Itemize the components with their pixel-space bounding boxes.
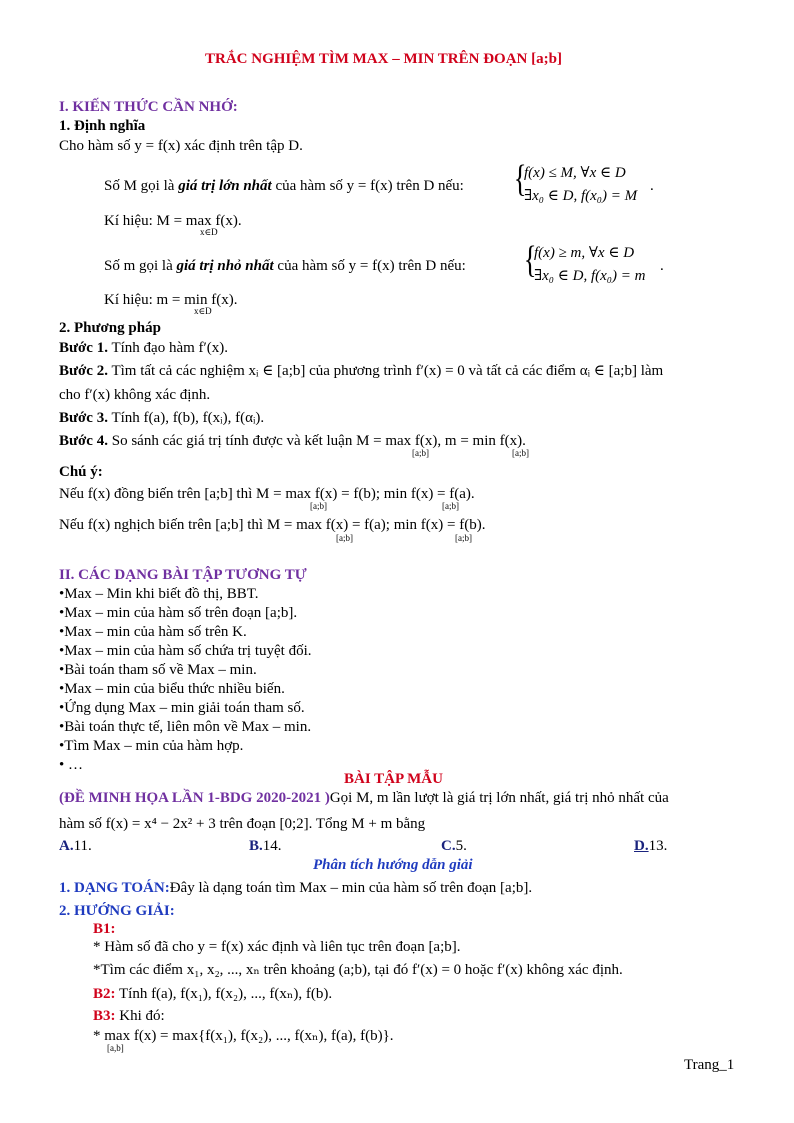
note-2-sub-2: [a;b] bbox=[455, 533, 472, 543]
step-3-label: Bước 3. bbox=[59, 410, 108, 426]
max-definition bbox=[104, 177, 464, 195]
max-condition-1: f(x) ≤ M, ∀x ∈ D bbox=[524, 165, 626, 181]
page-number: Trang_1 bbox=[684, 1057, 735, 1073]
list-item: •Ứng dụng Max – min giải toán tham số. bbox=[59, 700, 305, 716]
min-brace: { bbox=[523, 239, 537, 281]
option-c[interactable] bbox=[441, 838, 467, 855]
step-3 bbox=[59, 409, 264, 427]
method-heading: 2. Phương pháp bbox=[59, 320, 161, 336]
step-4-text: So sánh các giá trị tính được và kết luận M = max f(x), m = min f(x). bbox=[111, 433, 526, 449]
step-1-label: Bước 1. bbox=[59, 340, 108, 356]
definition-heading: 1. Định nghĩa bbox=[59, 118, 146, 134]
option-a-label: A. bbox=[59, 838, 74, 854]
b3-formula-sub: [a,b] bbox=[107, 1043, 124, 1053]
b3-line bbox=[93, 1007, 165, 1025]
note-2: Nếu f(x) nghịch biến trên [a;b] thì M = max f(x) = f(a); min f(x) = f(b). bbox=[59, 517, 486, 533]
min-period: . bbox=[660, 258, 664, 274]
option-b-label: B. bbox=[249, 838, 263, 854]
list-item: •Max – min của hàm số trên đoạn [a;b]. bbox=[59, 605, 298, 621]
max-condition-2: ∃x₀ ∈ D, f(x₀) = M bbox=[524, 188, 638, 204]
page-title: TRẮC NGHIỆM TÌM MAX – MIN TRÊN ĐOẠN [a;b] bbox=[205, 51, 562, 67]
option-d[interactable] bbox=[634, 838, 667, 855]
b1-line-2: *Tìm các điểm x₁, x₂, ..., xₙ trên khoảng (a;b), tại đó f′(x) = 0 hoặc f′(x) không xác định. bbox=[93, 962, 623, 978]
step-1 bbox=[59, 339, 228, 357]
question-line-2: hàm số f(x) = x⁴ − 2x² + 3 trên đoạn [0;2]. Tổng M + m bằng bbox=[59, 816, 426, 832]
b3-text: Khi đó: bbox=[119, 1008, 165, 1024]
max-notation-sub: x∈D bbox=[200, 227, 218, 237]
list-item: •Max – min của hàm số trên K. bbox=[59, 624, 247, 640]
min-prefix: Số m gọi là bbox=[104, 258, 173, 274]
list-item: •Max – min của hàm số chứa trị tuyệt đối. bbox=[59, 643, 312, 659]
step-2-continued: cho f′(x) không xác định. bbox=[59, 387, 211, 403]
step-4-sub-1: [a;b] bbox=[412, 448, 429, 458]
option-c-value: 5. bbox=[455, 838, 467, 854]
note-1-sub-1: [a;b] bbox=[310, 501, 327, 511]
b3-label: B3: bbox=[93, 1008, 116, 1024]
list-item: • … bbox=[59, 757, 84, 773]
note-2-sub-1: [a;b] bbox=[336, 533, 353, 543]
max-period: . bbox=[650, 178, 654, 194]
min-condition-1: f(x) ≥ m, ∀x ∈ D bbox=[534, 245, 635, 261]
option-b[interactable] bbox=[249, 838, 282, 855]
min-notation-sub: x∈D bbox=[194, 306, 212, 316]
option-c-label: C. bbox=[441, 838, 456, 854]
min-definition bbox=[104, 257, 466, 275]
min-term: giá trị nhỏ nhất bbox=[176, 258, 274, 274]
step-4-label: Bước 4. bbox=[59, 433, 108, 449]
option-b-value: 14. bbox=[262, 838, 282, 854]
sample-heading: BÀI TẬP MẪU bbox=[344, 771, 443, 787]
step-2-text: Tìm tất cả các nghiệm xᵢ ∈ [a;b] của phương trình f′(x) = 0 và tất cả các điểm αᵢ ∈ [a;b] làm bbox=[111, 363, 664, 379]
problem-type-text: Đây là dạng toán tìm Max – min của hàm số trên đoạn [a;b]. bbox=[169, 880, 533, 896]
min-notation: Kí hiệu: m = min f(x). bbox=[104, 292, 238, 308]
list-item: •Max – Min khi biết đồ thị, BBT. bbox=[59, 586, 259, 602]
min-condition-2: ∃x₀ ∈ D, f(x₀) = m bbox=[534, 268, 646, 284]
b1-line-1: * Hàm số đã cho y = f(x) xác định và liên tục trên đoạn [a;b]. bbox=[93, 939, 461, 955]
b2-text: Tính f(a), f(x₁), f(x₂), ..., f(xₙ), f(b). bbox=[118, 986, 333, 1002]
max-notation: Kí hiệu: M = max f(x). bbox=[104, 213, 242, 229]
note-heading: Chú ý: bbox=[59, 464, 103, 480]
min-suffix: của hàm số y = f(x) trên D nếu: bbox=[277, 258, 466, 274]
step-2-label: Bước 2. bbox=[59, 363, 108, 379]
max-brace: { bbox=[513, 158, 527, 200]
option-d-value: 13. bbox=[648, 838, 668, 854]
definition-intro: Cho hàm số y = f(x) xác định trên tập D. bbox=[59, 138, 303, 154]
section-1-heading: I. KIẾN THỨC CẦN NHỚ: bbox=[59, 99, 238, 115]
analysis-heading: Phân tích hướng dẫn giải bbox=[313, 857, 473, 873]
step-3-text: Tính f(a), f(b), f(xᵢ), f(αᵢ). bbox=[111, 410, 265, 426]
b2-line bbox=[93, 985, 332, 1003]
problem-type bbox=[59, 879, 532, 897]
question-text-1: Gọi M, m lần lượt là giá trị lớn nhất, giá trị nhỏ nhất của bbox=[329, 790, 669, 806]
section-2-heading: II. CÁC DẠNG BÀI TẬP TƯƠNG TỰ bbox=[59, 567, 307, 583]
step-4 bbox=[59, 432, 526, 450]
max-prefix: Số M gọi là bbox=[104, 178, 175, 194]
list-item: •Bài toán tham số về Max – min. bbox=[59, 662, 257, 678]
b1-label: B1: bbox=[93, 921, 116, 937]
question-source: (ĐỀ MINH HỌA LẦN 1-BDG 2020-2021 ) bbox=[59, 790, 330, 806]
question-line-1 bbox=[59, 789, 669, 807]
option-a[interactable] bbox=[59, 838, 92, 855]
note-1-sub-2: [a;b] bbox=[442, 501, 459, 511]
problem-type-label: 1. DẠNG TOÁN: bbox=[59, 880, 170, 896]
b2-label: B2: bbox=[93, 986, 116, 1002]
step-2 bbox=[59, 362, 663, 380]
list-item: •Max – min của biểu thức nhiều biến. bbox=[59, 681, 285, 697]
b3-formula: * max f(x) = max{f(x₁), f(x₂), ..., f(xₙ), f(a), f(b)}. bbox=[93, 1028, 394, 1044]
step-1-text: Tính đạo hàm f′(x). bbox=[111, 340, 229, 356]
step-4-sub-2: [a;b] bbox=[512, 448, 529, 458]
list-item: •Tìm Max – min của hàm hợp. bbox=[59, 738, 244, 754]
guide-heading: 2. HƯỚNG GIẢI: bbox=[59, 903, 175, 919]
list-item: •Bài toán thực tế, liên môn về Max – min. bbox=[59, 719, 312, 735]
max-term: giá trị lớn nhất bbox=[178, 178, 272, 194]
note-1: Nếu f(x) đồng biến trên [a;b] thì M = max f(x) = f(b); min f(x) = f(a). bbox=[59, 486, 475, 502]
option-a-value: 11. bbox=[73, 838, 92, 854]
max-suffix: của hàm số y = f(x) trên D nếu: bbox=[275, 178, 464, 194]
option-d-label: D. bbox=[634, 838, 649, 854]
